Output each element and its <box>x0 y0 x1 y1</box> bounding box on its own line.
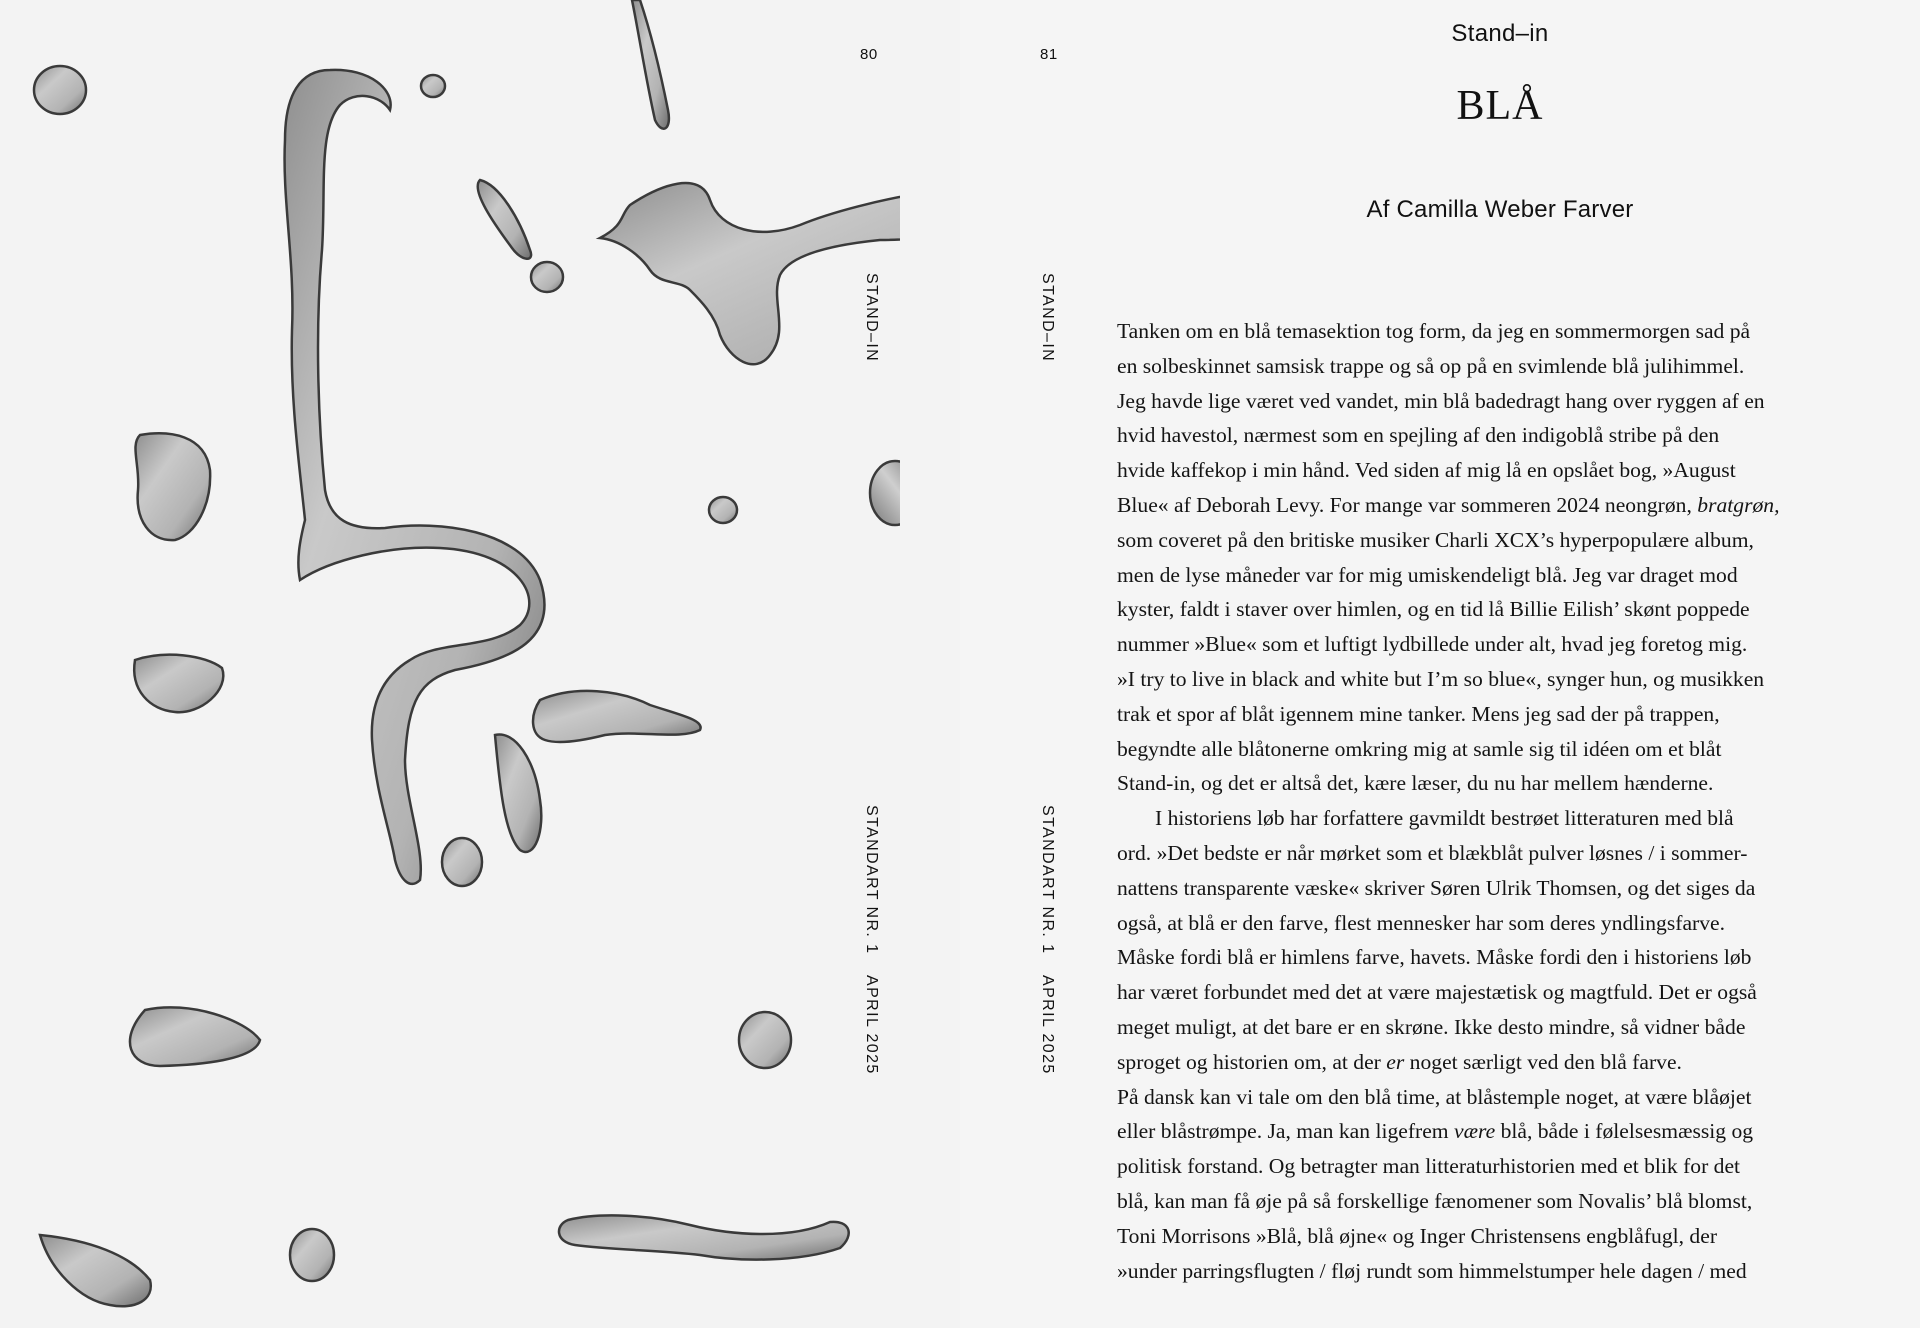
body-line: »under parringsflugten / fløj rundt som himmelstumper hele dagen / med <box>1117 1258 1747 1283</box>
body-line: Stand-in, og det er altså det, kære læser, du nu har mellem hænderne. <box>1117 771 1714 796</box>
running-issue-left: STANDART NR. 1 <box>863 805 880 955</box>
water-droplets-illustration <box>0 0 900 1328</box>
body-line: hvide kaffekop i min hånd. Ved siden af mig lå en opslået bog, »August <box>1117 458 1736 483</box>
body-line: Tanken om en blå temasektion tog form, da jeg en sommermorgen sad på <box>1117 319 1751 343</box>
body-line: en solbeskinnet samsisk trappe og så op på en svimlende blå julihimmel. <box>1117 353 1745 378</box>
body-line: Jeg havde lige været ved vandet, min blå badedragt hang over ryggen af en <box>1117 388 1765 413</box>
running-issue-right: STANDART NR. 1 <box>1039 805 1056 955</box>
body-line: nattens transparente væske« skriver Søren Ulrik Thomsen, og det siges da <box>1117 875 1756 900</box>
body-line: begyndte alle blåtonerne omkring mig at samle sig til idéen om et blåt <box>1117 736 1722 761</box>
body-text: noget særligt ved den blå farve. <box>1404 1049 1682 1074</box>
body-line: På dansk kan vi tale om den blå time, at blåstemple noget, at være blåøjet <box>1117 1084 1752 1109</box>
body-line: også, at blå er den farve, flest mennesker har som deres yndlingsfarve. <box>1117 910 1725 935</box>
running-date-right: APRIL 2025 <box>1039 975 1056 1075</box>
article-title: BLÅ <box>1456 83 1544 129</box>
folio-left: 80 <box>860 46 878 63</box>
body-line: trak et spor af blåt igennem mine tanker. Mens jeg sad der på trappen, <box>1117 701 1720 726</box>
body-italic: være <box>1453 1119 1496 1144</box>
body-line: hvid havestol, nærmest som en spejling af den indigoblå stribe på den <box>1117 423 1720 448</box>
article-kicker: Stand–in <box>1451 20 1549 47</box>
running-section-left: STAND–IN <box>863 273 880 363</box>
running-date-left: APRIL 2025 <box>863 975 880 1075</box>
body-line: »I try to live in black and white but I’m so blue«, synger hun, og musikken <box>1117 666 1765 691</box>
body-line: Måske fordi blå er himlens farve, havets. Måske fordi den i historiens løb <box>1117 945 1752 970</box>
body-line <box>1117 1114 1877 1149</box>
body-line: som coveret på den britiske musiker Charli XCX’s hyperpopulære album, <box>1117 527 1754 552</box>
body-line: kyster, faldt i staver over himlen, og en tid lå Billie Eilish’ skønt poppede <box>1117 597 1750 622</box>
folio-right: 81 <box>1040 46 1058 63</box>
body-line: ord. »Det bedste er når mørket som et blækblåt pulver løsnes / i sommer- <box>1117 840 1748 865</box>
body-italic: bratgrøn, <box>1697 492 1780 517</box>
body-line: men de lyse måneder var for mig umiskendeligt blå. Jeg var draget mod <box>1117 562 1738 587</box>
body-line <box>1117 488 1877 523</box>
body-text: Blue« af Deborah Levy. For mange var sommeren 2024 neongrøn, <box>1117 492 1698 517</box>
running-section-right: STAND–IN <box>1039 273 1056 363</box>
body-line: meget muligt, at det bare er en skrøne. Ikke desto mindre, så vidner både <box>1117 1014 1746 1039</box>
body-text: sproget og historien om, at der <box>1117 1049 1387 1074</box>
body-line: har været forbundet med det at være majestætisk og magtfuld. Det er også <box>1117 980 1757 1005</box>
body-italic: er <box>1386 1049 1405 1074</box>
body-line <box>1117 1045 1877 1080</box>
body-text: eller blåstrømpe. Ja, man kan ligefrem <box>1117 1119 1454 1144</box>
article-byline: Af Camilla Weber Farver <box>1366 196 1634 223</box>
body-line: blå, kan man få øje på så forskellige fænomener som Novalis’ blå blomst, <box>1117 1188 1753 1213</box>
body-line: Toni Morrisons »Blå, blå øjne« og Inger Christensens engblåfugl, der <box>1117 1223 1718 1248</box>
body-line: I historiens løb har forfattere gavmildt bestrøet litteraturen med blå <box>1155 806 1734 831</box>
body-text: blå, både i følelsesmæssig og <box>1495 1119 1754 1144</box>
body-line: nummer »Blue« som et luftigt lydbillede under alt, hvad jeg foretog mig. <box>1117 632 1748 657</box>
body-line: politisk forstand. Og betragter man litteraturhistorien med et blik for det <box>1117 1154 1741 1179</box>
article-body <box>1117 314 1877 1288</box>
